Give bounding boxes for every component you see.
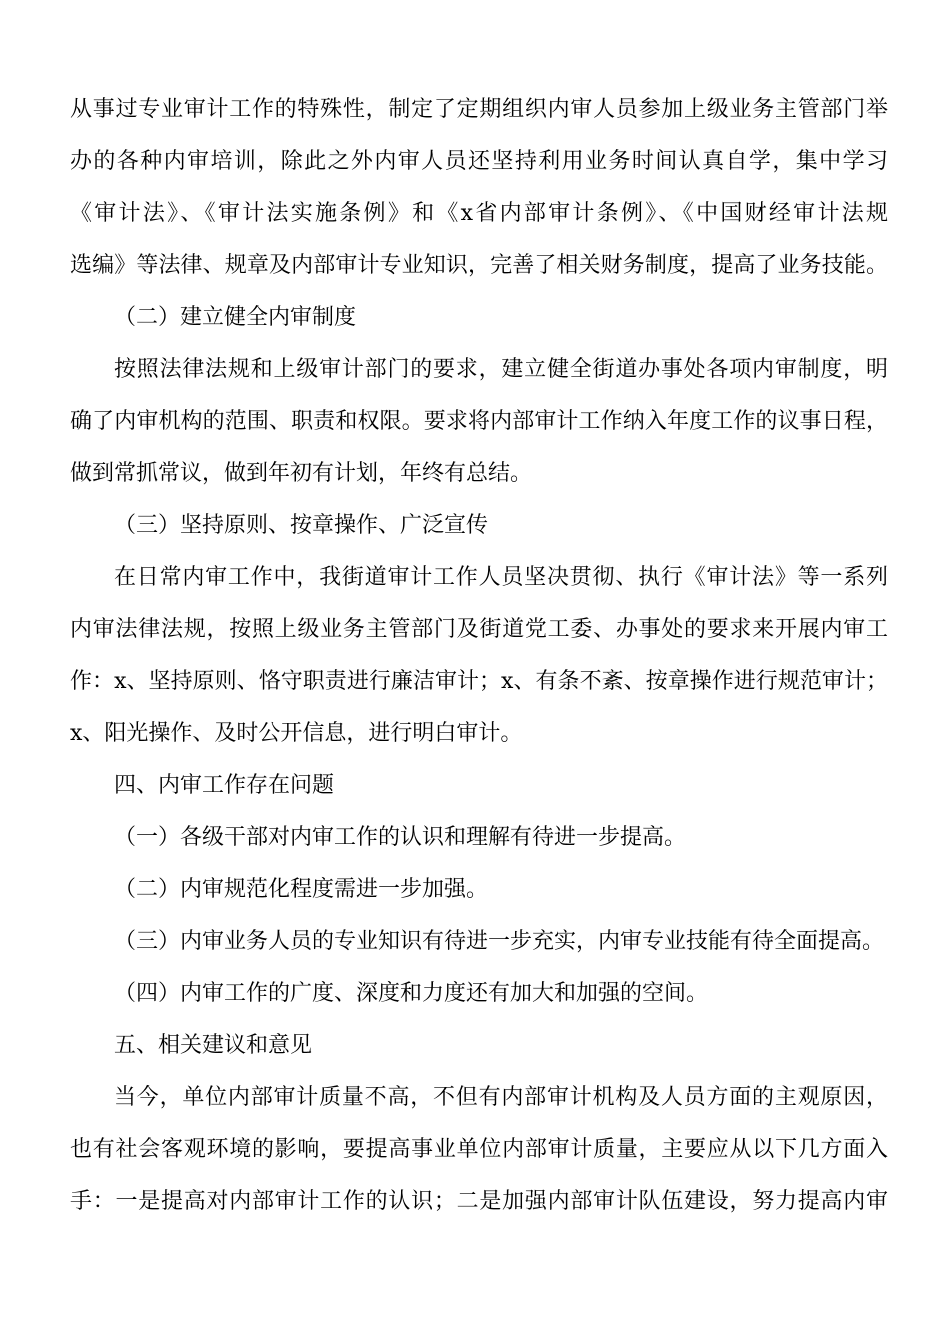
paragraph-line: 选编》等法律、规章及内部审计专业知识，完善了相关财务制度，提高了业务技能。 — [70, 253, 888, 278]
list-item: （四）内审工作的广度、深度和力度还有加大和加强的空间。 — [114, 981, 709, 1006]
section-heading: （三）坚持原则、按章操作、广泛宣传 — [114, 513, 489, 538]
paragraph-line: 也有社会客观环境的影响，要提高事业单位内部审计质量，主要应从以下几方面入 — [70, 1137, 888, 1162]
paragraph-line: 确了内审机构的范围、职责和权限。要求将内部审计工作纳入年度工作的议事日程， — [70, 409, 888, 434]
paragraph-line: 手：一是提高对内部审计工作的认识；二是加强内部审计队伍建设，努力提高内审 — [70, 1189, 888, 1214]
paragraph-line: 办的各种内审培训，除此之外内审人员还坚持利用业务时间认真自学，集中学习 — [70, 149, 888, 174]
paragraph-line: 在日常内审工作中，我街道审计工作人员坚决贯彻、执行《审计法》等一系列 — [114, 565, 888, 590]
list-item: （一）各级干部对内审工作的认识和理解有待进一步提高。 — [114, 825, 687, 850]
section-heading: 五、相关建议和意见 — [114, 1033, 313, 1058]
document-body — [70, 92, 888, 1236]
paragraph-line: 做到常抓常议，做到年初有计划，年终有总结。 — [70, 461, 533, 486]
paragraph-line: x、阳光操作、及时公开信息，进行明白审计。 — [70, 721, 523, 746]
paragraph-line: 作：x、坚持原则、恪守职责进行廉洁审计；x、有条不紊、按章操作进行规范审计； — [70, 669, 888, 694]
list-item: （三）内审业务人员的专业知识有待进一步充实，内审专业技能有待全面提高。 — [114, 929, 885, 954]
paragraph-line: 内审法律法规，按照上级业务主管部门及街道党工委、办事处的要求来开展内审工 — [70, 617, 888, 642]
section-heading: （二）建立健全内审制度 — [114, 305, 357, 330]
paragraph-line: 按照法律法规和上级审计部门的要求，建立健全街道办事处各项内审制度，明 — [114, 357, 888, 382]
paragraph-line: 《审计法》、《审计法实施条例》和《x省内部审计条例》、《中国财经审计法规 — [70, 201, 888, 226]
paragraph-line: 从事过专业审计工作的特殊性，制定了定期组织内审人员参加上级业务主管部门举 — [70, 97, 888, 122]
list-item: （二）内审规范化程度需进一步加强。 — [114, 877, 489, 902]
section-heading: 四、内审工作存在问题 — [114, 773, 335, 798]
paragraph-line: 当今，单位内部审计质量不高，不但有内部审计机构及人员方面的主观原因， — [114, 1085, 888, 1110]
